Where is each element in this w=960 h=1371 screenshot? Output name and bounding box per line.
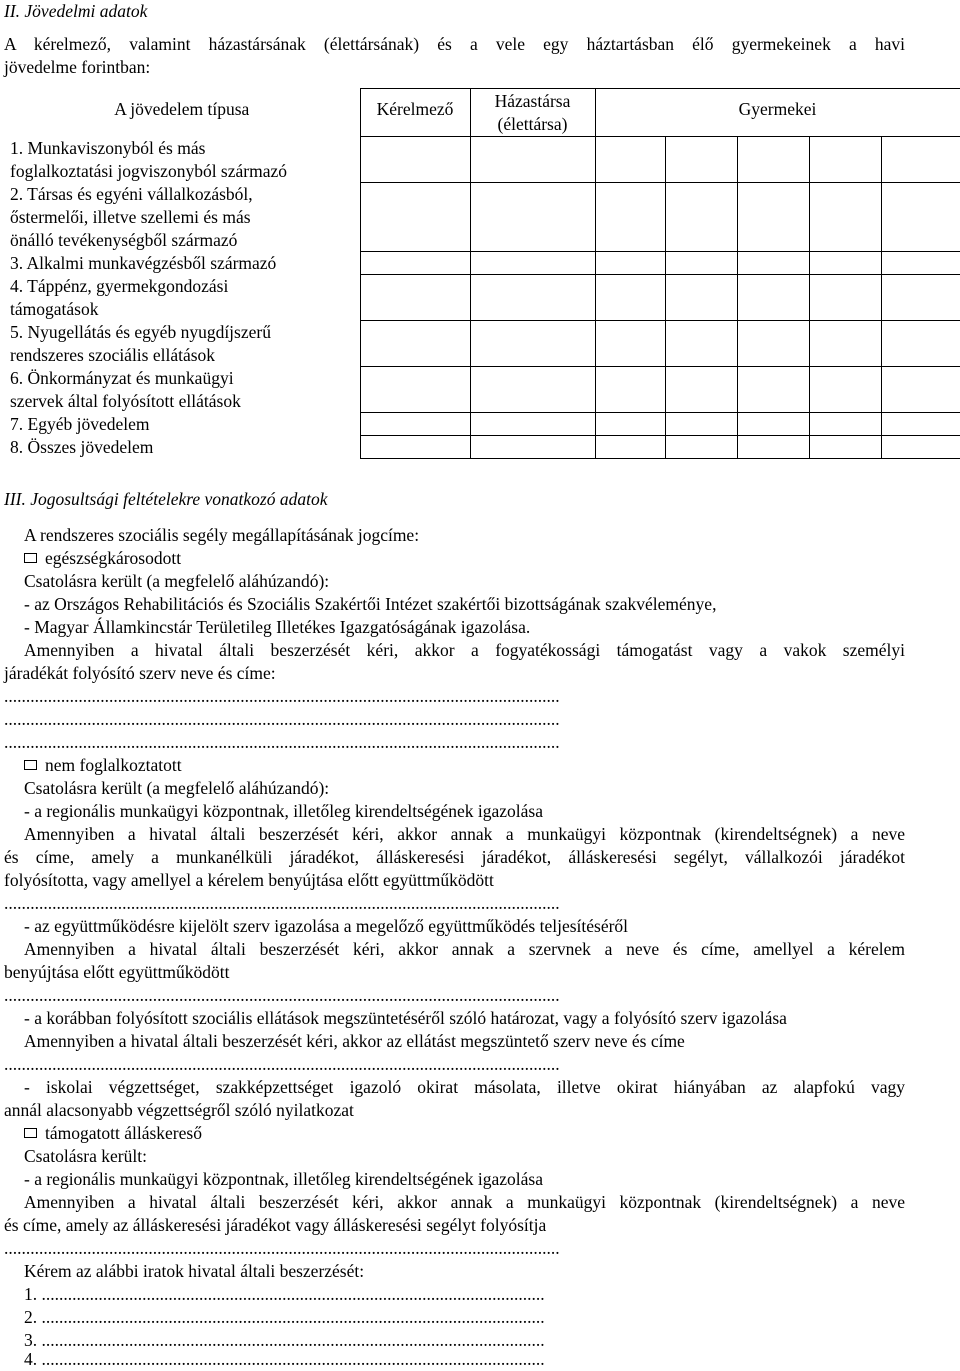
unemployed-request-line-3: folyósította, vagy amellyel a kérelem benyújtása előtt együttműködött [4, 870, 494, 890]
attached-underline-label: Csatolásra került (a megfelelő aláhúzandó): [24, 778, 330, 798]
child-amount-cell[interactable] [595, 436, 665, 459]
jobseeker-request-line-2: és címe, amely az álláskeresési járadékot vagy álláskeresési segélyt folyósítja [4, 1215, 547, 1235]
legal-basis-label: A rendszeres szociális segély megállapításának jogcíme: [24, 525, 420, 545]
spouse-amount-cell[interactable] [470, 436, 595, 459]
spouse-amount-cell[interactable] [470, 275, 595, 321]
checkbox-icon[interactable] [24, 1128, 37, 1138]
income-row-label-line: 1. Munkaviszonyból és más [10, 137, 206, 158]
applicant-amount-cell[interactable] [360, 367, 470, 413]
unemployed-document-4-line-1: - iskolai végzettséget, szakképzettséget igazoló okirat másolata, illetve okirat hiányában az alapfokú vagy [24, 1077, 905, 1097]
child-amount-cell[interactable] [595, 413, 665, 436]
child-amount-cell[interactable] [737, 275, 809, 321]
child-amount-cell[interactable] [881, 436, 960, 459]
fill-in-dots[interactable]: ............................................................................................................................... [4, 1238, 560, 1258]
jobseeker-document-1: - a regionális munkaügyi központnak, illetőleg kirendeltségének igazolása [24, 1169, 544, 1189]
checkbox-icon[interactable] [24, 760, 37, 770]
child-amount-cell[interactable] [595, 252, 665, 275]
unemployed-request-line-1: Amennyiben a hivatal általi beszerzését kéri, akkor annak a munkaügyi központnak (kirendeltségnek) a neve [24, 824, 905, 844]
fill-in-dots[interactable]: ............................................................................................................................... [4, 709, 560, 729]
unemployed-document-3: - a korábban folyósított szociális ellátások megszüntetéséről szóló határozat, vagy a folyósító szerv igazolása [24, 1008, 787, 1028]
fill-in-dots[interactable]: ............................................................................................................................... [4, 686, 560, 706]
child-amount-cell[interactable] [595, 321, 665, 367]
income-row-label [4, 275, 360, 321]
child-amount-cell[interactable] [881, 183, 960, 252]
spouse-amount-cell[interactable] [470, 137, 595, 183]
child-amount-cell[interactable] [881, 252, 960, 275]
income-row-label [4, 321, 360, 367]
child-amount-cell[interactable] [665, 367, 737, 413]
child-amount-cell[interactable] [809, 436, 881, 459]
column-header-type: A jövedelem típusa [114, 98, 250, 119]
fill-in-dots[interactable]: ............................................................................................................................... [4, 985, 560, 1005]
income-row-label-line: őstermelői, illetve szellemi és más [10, 206, 251, 227]
unemployed-request2-line-2: benyújtása előtt együttműködött [4, 962, 230, 982]
income-row-label-line: 8. Összes jövedelem [10, 436, 154, 457]
request-document-line-2[interactable]: 2. ................................................................................................................... [24, 1307, 545, 1327]
applicant-amount-cell[interactable] [360, 413, 470, 436]
income-row [4, 252, 960, 275]
column-header-spouse-line-1: Házastársa [494, 91, 571, 111]
child-amount-cell[interactable] [737, 252, 809, 275]
child-amount-cell[interactable] [595, 183, 665, 252]
health-document-1: - az Országos Rehabilitációs és Szociális Szakértői Intézet szakértői bizottságának szakvéleménye, [24, 594, 717, 614]
child-amount-cell[interactable] [737, 413, 809, 436]
income-row-label [4, 436, 360, 459]
request-document-line-3[interactable]: 3. ................................................................................................................... [24, 1330, 545, 1350]
income-row-label [4, 252, 360, 275]
unemployed-document-2: - az együttműködésre kijelölt szerv igazolása a megelőző együttműködés teljesítéséről [24, 916, 629, 936]
income-row [4, 413, 960, 436]
income-row [4, 275, 960, 321]
child-amount-cell[interactable] [809, 321, 881, 367]
jobseeker-request-line-1: Amennyiben a hivatal általi beszerzését kéri, akkor annak a munkaügyi központnak (kirendeltségnek) a neve [24, 1192, 905, 1212]
income-row-label-line: rendszeres szociális ellátások [10, 344, 216, 365]
option-label: nem foglalkoztatott [45, 755, 182, 775]
applicant-amount-cell[interactable] [360, 183, 470, 252]
child-amount-cell[interactable] [737, 367, 809, 413]
section-2-heading: II. Jövedelmi adatok [4, 1, 148, 21]
fill-in-dots[interactable]: ............................................................................................................................... [4, 1054, 560, 1074]
income-row [4, 436, 960, 459]
income-row-label-line: 7. Egyéb jövedelem [10, 413, 150, 434]
child-amount-cell[interactable] [809, 183, 881, 252]
income-intro-line-2: jövedelme forintban: [4, 57, 151, 77]
request-document-line-4[interactable]: 4. ................................................................................................................... [24, 1349, 545, 1369]
option-label: támogatott álláskereső [45, 1123, 202, 1143]
child-amount-cell[interactable] [595, 137, 665, 183]
child-amount-cell[interactable] [737, 436, 809, 459]
child-amount-cell[interactable] [665, 183, 737, 252]
fill-in-dots[interactable]: ............................................................................................................................... [4, 893, 560, 913]
request-documents-label: Kérem az alábbi iratok hivatal általi beszerzését: [24, 1261, 365, 1281]
child-amount-cell[interactable] [881, 137, 960, 183]
income-row-label-line: 6. Önkormányzat és munkaügyi [10, 367, 234, 388]
child-amount-cell[interactable] [809, 137, 881, 183]
child-amount-cell[interactable] [595, 275, 665, 321]
option-not-employed[interactable] [24, 754, 182, 777]
spouse-amount-cell[interactable] [470, 183, 595, 252]
income-row [4, 367, 960, 413]
child-amount-cell[interactable] [881, 367, 960, 413]
section-3-heading: III. Jogosultsági feltételekre vonatkozó adatok [4, 489, 328, 509]
child-amount-cell[interactable] [665, 321, 737, 367]
income-row-label-line: 2. Társas és egyéni vállalkozásból, [10, 183, 253, 204]
applicant-amount-cell[interactable] [360, 252, 470, 275]
fill-in-dots[interactable]: ............................................................................................................................... [4, 732, 560, 752]
child-amount-cell[interactable] [737, 321, 809, 367]
spouse-amount-cell[interactable] [470, 413, 595, 436]
income-row-label-line: 3. Alkalmi munkavégzésből származó [10, 252, 277, 273]
income-row-label-line: foglalkoztatási jogviszonyból származó [10, 160, 288, 181]
column-header-spouse-line-2: (élettársa) [497, 114, 568, 134]
column-header-children: Gyermekei [595, 89, 960, 137]
income-row-label-line: támogatások [10, 298, 99, 319]
unemployed-request2-line-1: Amennyiben a hivatal általi beszerzését kéri, akkor annak a szervnek a neve és címe, amellyel a kérelem [24, 939, 905, 959]
applicant-amount-cell[interactable] [360, 275, 470, 321]
income-row [4, 137, 960, 183]
income-table [4, 88, 960, 459]
child-amount-cell[interactable] [665, 275, 737, 321]
child-amount-cell[interactable] [665, 137, 737, 183]
income-row-label-line: szervek által folyósított ellátások [10, 390, 241, 411]
spouse-amount-cell[interactable] [470, 367, 595, 413]
checkbox-icon[interactable] [24, 553, 37, 563]
income-row-label [4, 183, 360, 252]
income-row [4, 321, 960, 367]
option-label: egészségkárosodott [45, 548, 182, 568]
attached-label: Csatolásra került: [24, 1146, 147, 1166]
spouse-amount-cell[interactable] [470, 321, 595, 367]
income-row-label-line: 5. Nyugellátás és egyéb nyugdíjszerű [10, 321, 271, 342]
income-intro-line-1: A kérelmező, valamint házastársának (élettársának) és a vele egy háztartásban élő gyermekeinek a havi [4, 34, 905, 54]
income-row [4, 183, 960, 252]
child-amount-cell[interactable] [809, 252, 881, 275]
request-document-line-1[interactable]: 1. ................................................................................................................... [24, 1284, 545, 1304]
child-amount-cell[interactable] [737, 183, 809, 252]
child-amount-cell[interactable] [737, 137, 809, 183]
unemployed-document-1: - a regionális munkaügyi központnak, illetőleg kirendeltségének igazolása [24, 801, 544, 821]
child-amount-cell[interactable] [665, 436, 737, 459]
applicant-amount-cell[interactable] [360, 436, 470, 459]
health-document-2: - Magyar Államkincstár Területileg Illetékes Igazgatóságának igazolása. [24, 617, 531, 637]
income-row-label [4, 137, 360, 183]
applicant-amount-cell[interactable] [360, 137, 470, 183]
health-request-line-1: Amennyiben a hivatal általi beszerzését kéri, akkor a fogyatékossági támogatást vagy a vakok személyi [24, 640, 905, 660]
income-table-header [4, 89, 960, 137]
child-amount-cell[interactable] [665, 413, 737, 436]
child-amount-cell[interactable] [595, 367, 665, 413]
income-row-label [4, 367, 360, 413]
child-amount-cell[interactable] [809, 367, 881, 413]
column-header-spouse [470, 89, 595, 137]
spouse-amount-cell[interactable] [470, 252, 595, 275]
income-row-label-line: önálló tevékenységből származó [10, 229, 238, 250]
income-row-label-line: 4. Táppénz, gyermekgondozási [10, 275, 229, 296]
column-header-applicant: Kérelmező [360, 89, 470, 137]
unemployed-document-4-line-2: annál alacsonyabb végzettségről szóló nyilatkozat [4, 1100, 354, 1120]
child-amount-cell[interactable] [809, 413, 881, 436]
applicant-amount-cell[interactable] [360, 321, 470, 367]
child-amount-cell[interactable] [809, 275, 881, 321]
child-amount-cell[interactable] [665, 252, 737, 275]
child-amount-cell[interactable] [881, 275, 960, 321]
child-amount-cell[interactable] [881, 321, 960, 367]
income-row-label [4, 413, 360, 436]
unemployed-request-line-2: és címe, amely a munkanélküli járadékot, álláskeresési járadékot, álláskeresési segélyt, vállalkozói járadékot [4, 847, 905, 867]
option-supported-jobseeker[interactable] [24, 1122, 202, 1145]
option-health-impaired[interactable] [24, 547, 181, 570]
health-request-line-2: járadékát folyósító szerv neve és címe: [4, 663, 276, 683]
unemployed-request3: Amennyiben a hivatal általi beszerzését kéri, akkor az ellátást megszüntető szerv neve és címe [24, 1031, 685, 1051]
child-amount-cell[interactable] [881, 413, 960, 436]
attached-underline-label: Csatolásra került (a megfelelő aláhúzandó): [24, 571, 330, 591]
